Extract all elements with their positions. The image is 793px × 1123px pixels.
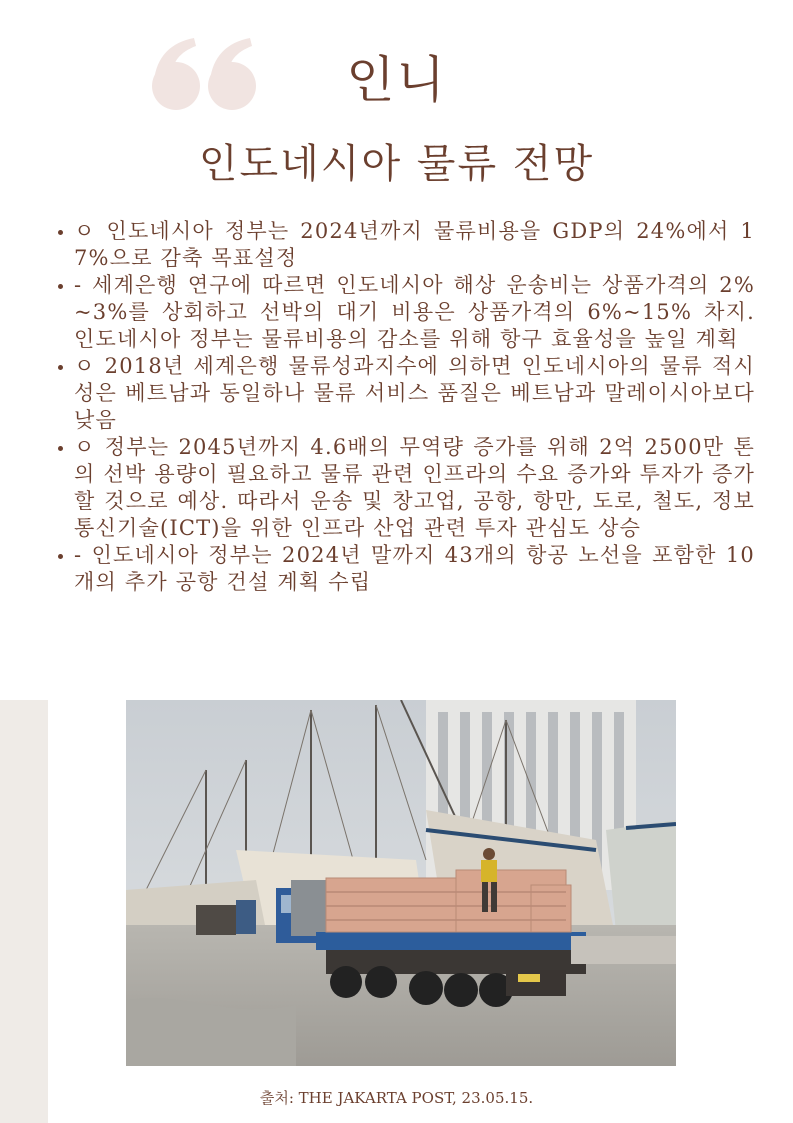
bullet-dot-icon [58,284,63,289]
bullet-text: ㅇ 2018년 세계은행 물류성과지수에 의하면 인도네시아의 물류 적시성은 베트남과 동일하나 물류 서비스 품질은 베트남과 말레이시아보다 낮음 [74,354,755,432]
bullet-text: - 인도네시아 정부는 2024년 말까지 43개의 항공 노선을 포함한 10개의 추가 공항 건설 계획 수립 [74,543,755,594]
bullet-dot-icon [58,446,63,451]
bullet-list [60,218,755,596]
bullet-text: - 세계은행 연구에 따르면 인도네시아 해상 운송비는 상품가격의 2%~3%를 상회하고 선박의 대기 비용은 상품가격의 6%~15% 차지. 인도네시아 정부는 물류비용의 감소를 위해 항구 효율성을 높일 계획 [74,273,755,351]
list-item [60,353,755,434]
list-item [60,218,755,272]
harbor-photo [126,700,676,1066]
harbor-photo-illustration [126,700,676,1066]
list-item [60,542,755,596]
list-item [60,434,755,542]
bullet-dot-icon [58,365,63,370]
bullet-text: ㅇ 인도네시아 정부는 2024년까지 물류비용을 GDP의 24%에서 17%으로 감축 목표설정 [74,219,755,270]
decorative-side-band [0,700,48,1123]
page-title: 인니 [346,51,447,109]
page-subtitle: 인도네시아 물류 전망 [198,141,595,187]
list-item [60,272,755,353]
bullet-dot-icon [58,554,63,559]
bullet-dot-icon [58,230,63,235]
source-caption: 출처: THE JAKARTA POST, 23.05.15. [259,1089,534,1107]
bullet-text: ㅇ 정부는 2045년까지 4.6배의 무역량 증가를 위해 2억 2500만 톤의 선박 용량이 필요하고 물류 관련 인프라의 수요 증가와 투자가 증가할 것으로 예상. 따라서 운송 및 창고업, 공항, 항만, 도로, 철도, 정보통신기술(ICT)을 위한 인프라 산업 관련 투자 관심도 상승 [74,435,755,540]
